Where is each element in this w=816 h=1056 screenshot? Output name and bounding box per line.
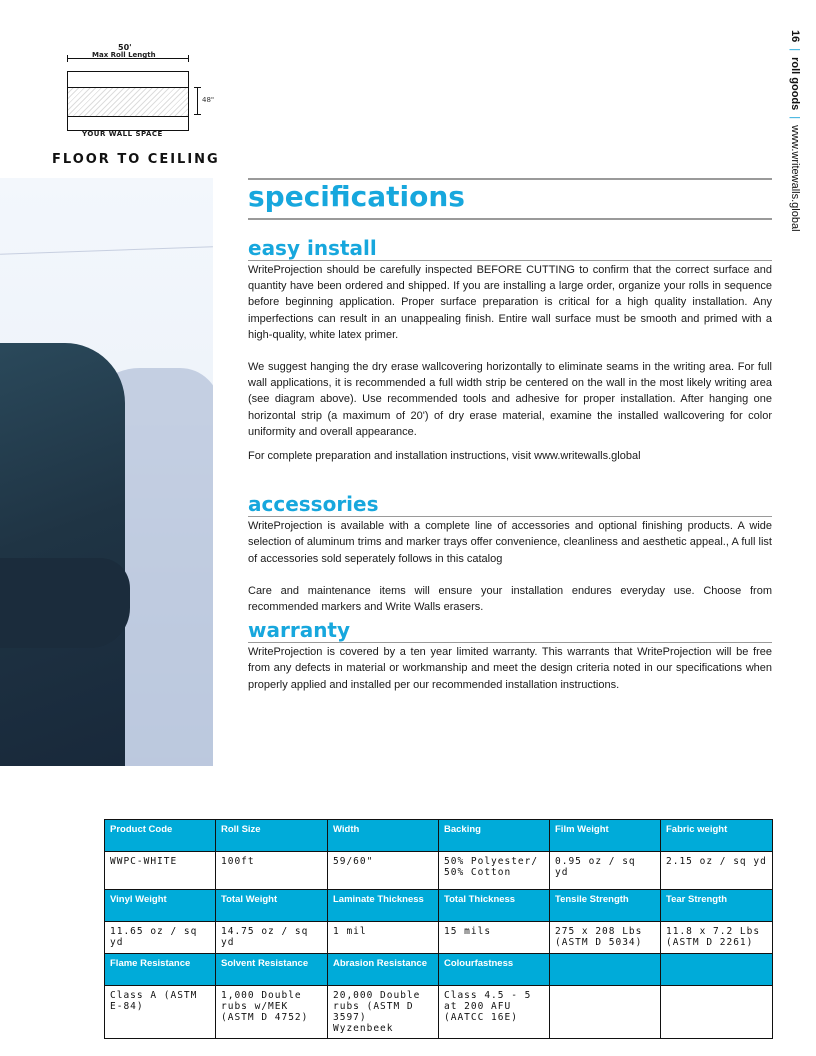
paragraph: For complete preparation and installation instructions, visit www.writewalls.global	[248, 450, 641, 463]
table-cell: 14.75 oz / sq yd	[216, 922, 328, 954]
table-cell: 59/60"	[328, 852, 439, 890]
table-cell	[550, 986, 661, 1039]
table-header-cell: Film Weight	[550, 820, 661, 852]
photo-person-suit	[0, 343, 125, 766]
table-cell: 11.8 x 7.2 Lbs (ASTM D 2261)	[661, 922, 773, 954]
roll-height-value: 48"	[202, 96, 215, 104]
roll-length-label: Max Roll Length	[92, 51, 156, 59]
table-cell: WWPC-WHITE	[105, 852, 216, 890]
height-dimension-line	[197, 87, 198, 115]
section-heading-easy-install: easy install	[248, 236, 377, 260]
diagram-title: FLOOR TO CEILING	[52, 152, 220, 167]
table-header-cell: Abrasion Resistance	[328, 954, 439, 986]
paragraph: Care and maintenance items will ensure your installation endures everyday use. Choose from recommended markers and Write Walls erasers.	[248, 584, 772, 614]
section-heading-accessories: accessories	[248, 492, 379, 517]
table-header-cell: Roll Size	[216, 820, 328, 852]
paragraph: WriteProjection is available with a complete line of accessories and optional finishing products. A wide selection of aluminum trims and marker trays offer convenience, cleanliness and aesthetic appeal., A full list of accessories sold seperately follows in this catalog	[248, 520, 772, 565]
table-header-cell: Backing	[439, 820, 550, 852]
table-row	[105, 986, 773, 1039]
table-header-cell: Fabric weight	[661, 820, 773, 852]
paragraph: WriteProjection should be carefully inspected BEFORE CUTTING to confirm that the correct surface and quantity have been ordered and shipped. If you are installing a large order, organize your rolls in sequence before beginning application. Proper surface preparation is critical for a high quality installation. Any imperfections can result in an unappealing finish. Entire wall surface must be smooth and primed with a high-quality, white latex primer.	[248, 264, 772, 341]
page-number: 16	[789, 30, 801, 43]
table-cell: 100ft	[216, 852, 328, 890]
table-header-cell: Flame Resistance	[105, 954, 216, 986]
page-header	[783, 30, 803, 260]
table-cell: 15 mils	[439, 922, 550, 954]
divider: |	[789, 116, 801, 120]
roll-length-value: 50'	[118, 43, 132, 52]
table-header-cell: Total Weight	[216, 890, 328, 922]
table-header-row	[105, 820, 773, 852]
page-title: specifications	[248, 180, 465, 213]
table-header-cell	[550, 954, 661, 986]
table-header-cell: Tensile Strength	[550, 890, 661, 922]
divider: |	[789, 48, 801, 52]
table-header-cell: Total Thickness	[439, 890, 550, 922]
table-cell: 11.65 oz / sq yd	[105, 922, 216, 954]
spec-table	[104, 819, 773, 1039]
table-header-cell: Vinyl Weight	[105, 890, 216, 922]
wall-diagram	[60, 40, 230, 140]
person-photo	[0, 178, 213, 766]
table-header-cell: Laminate Thickness	[328, 890, 439, 922]
paragraph: WriteProjection is covered by a ten year limited warranty. This warrants that WriteProjection will be free from any defects in material or workmanship and meet the design criteria noted in our specifications when properly applied and installed per our recommended installation instructions.	[248, 646, 772, 691]
table-header-row	[105, 890, 773, 922]
table-header-cell: Colourfastness	[439, 954, 550, 986]
table-cell: 2.15 oz / sq yd	[661, 852, 773, 890]
paragraph: We suggest hanging the dry erase wallcovering horizontally to eliminate seams in the writing area. For full wall applications, it is recommended a full width strip be centered on the wall in the most likely writing area (see diagram above). Use recommended tools and adhesive for proper installation. After hanging one horizontal strip (a maximum of 20') of dry erase material, examine the installed wallcovering for color uniformity and overall appearance.	[248, 361, 772, 438]
section-rule	[248, 260, 772, 261]
photo-person-arm	[0, 558, 130, 648]
table-cell: 275 x 208 Lbs (ASTM D 5034)	[550, 922, 661, 954]
table-cell: Class A (ASTM E-84)	[105, 986, 216, 1039]
table-header-cell: Width	[328, 820, 439, 852]
wall-outline	[67, 71, 189, 131]
table-header-cell: Solvent Resistance	[216, 954, 328, 986]
section-rule	[248, 642, 772, 643]
roll-strip-hatched	[68, 87, 188, 117]
section-rule	[248, 516, 772, 517]
table-cell: 1 mil	[328, 922, 439, 954]
table-row	[105, 852, 773, 890]
wall-space-label: YOUR WALL SPACE	[82, 130, 163, 138]
table-cell: 50% Polyester/ 50% Cotton	[439, 852, 550, 890]
table-cell: 1,000 Double rubs w/MEK (ASTM D 4752)	[216, 986, 328, 1039]
length-dimension-line	[67, 58, 189, 59]
table-cell: Class 4.5 - 5 at 200 AFU (AATCC 16E)	[439, 986, 550, 1039]
table-header-row	[105, 954, 773, 986]
table-header-cell	[661, 954, 773, 986]
main-content	[248, 178, 772, 693]
section-heading-warranty: warranty	[248, 618, 351, 643]
table-header-cell: Product Code	[105, 820, 216, 852]
table-header-cell: Tear Strength	[661, 890, 773, 922]
website-link[interactable]: www.writewalls.global	[789, 125, 801, 232]
table-row	[105, 922, 773, 954]
table-cell: 0.95 oz / sq yd	[550, 852, 661, 890]
photo-wall-line	[0, 246, 213, 254]
section-name: roll goods	[789, 57, 801, 111]
table-cell	[661, 986, 773, 1039]
table-cell: 20,000 Double rubs (ASTM D 3597) Wyzenbeek	[328, 986, 439, 1039]
